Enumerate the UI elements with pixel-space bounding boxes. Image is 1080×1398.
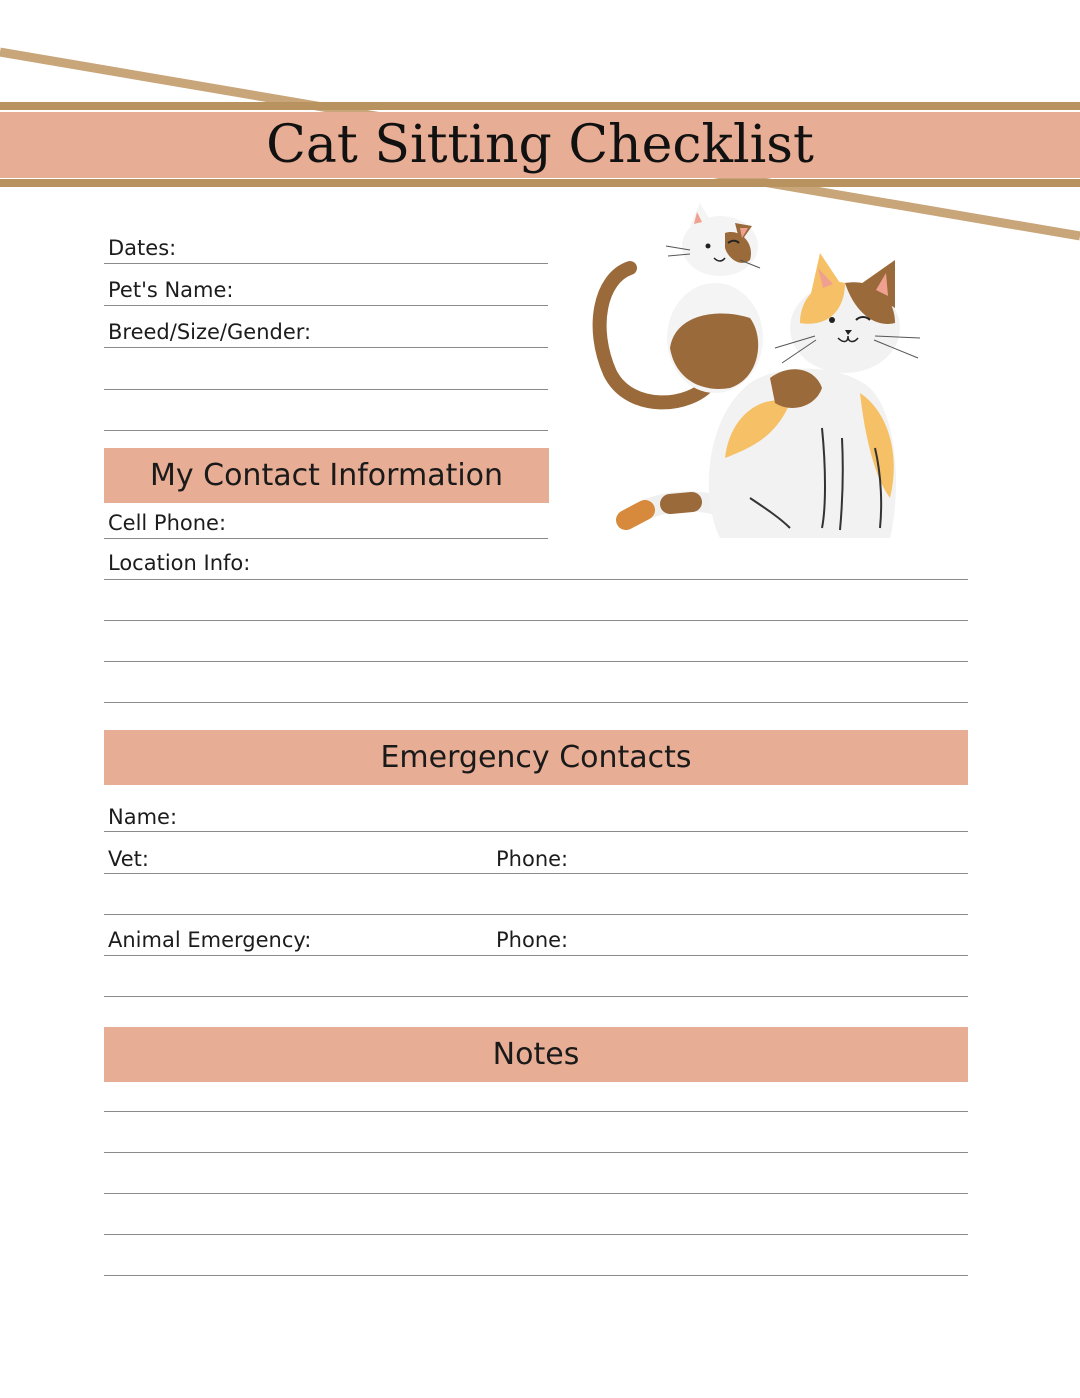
animal-emergency-phone-label: Phone: — [496, 928, 569, 952]
emergency-name-label: Name: — [108, 805, 178, 829]
emergency-heading: Emergency Contacts — [104, 730, 968, 785]
location-label: Location Info: — [108, 551, 251, 575]
notes-line[interactable] — [104, 1111, 968, 1112]
animal-emergency-extra-field-line[interactable] — [104, 996, 968, 997]
blank-field-line[interactable] — [104, 389, 548, 390]
cats-illustration-icon — [590, 198, 930, 543]
page-title: Cat Sitting Checklist — [266, 115, 814, 175]
notes-line[interactable] — [104, 1275, 968, 1276]
breed-field-line[interactable] — [104, 347, 548, 348]
location-field-line[interactable] — [104, 661, 968, 662]
notes-line[interactable] — [104, 1234, 968, 1235]
vet-field-line[interactable] — [104, 873, 968, 874]
emergency-name-field-line[interactable] — [104, 831, 968, 832]
dates-field-line[interactable] — [104, 263, 548, 264]
vet-extra-field-line[interactable] — [104, 914, 968, 915]
location-field-line[interactable] — [104, 620, 968, 621]
notes-heading: Notes — [104, 1027, 968, 1082]
cell-phone-field-line[interactable] — [104, 538, 548, 539]
vet-phone-label: Phone: — [496, 847, 569, 871]
notes-line[interactable] — [104, 1193, 968, 1194]
location-field-line[interactable] — [104, 579, 968, 580]
notes-line[interactable] — [104, 1152, 968, 1153]
dates-label: Dates: — [108, 236, 177, 260]
animal-emergency-field-line[interactable] — [104, 955, 968, 956]
location-field-line[interactable] — [104, 702, 968, 703]
pet-name-label: Pet's Name: — [108, 278, 234, 302]
breed-label: Breed/Size/Gender: — [108, 320, 312, 344]
blank-field-line[interactable] — [104, 430, 548, 431]
pet-name-field-line[interactable] — [104, 305, 548, 306]
animal-emergency-label: Animal Emergency: — [108, 928, 312, 952]
contact-heading: My Contact Information — [104, 448, 549, 503]
cell-phone-label: Cell Phone: — [108, 511, 227, 535]
vet-label: Vet: — [108, 847, 149, 871]
